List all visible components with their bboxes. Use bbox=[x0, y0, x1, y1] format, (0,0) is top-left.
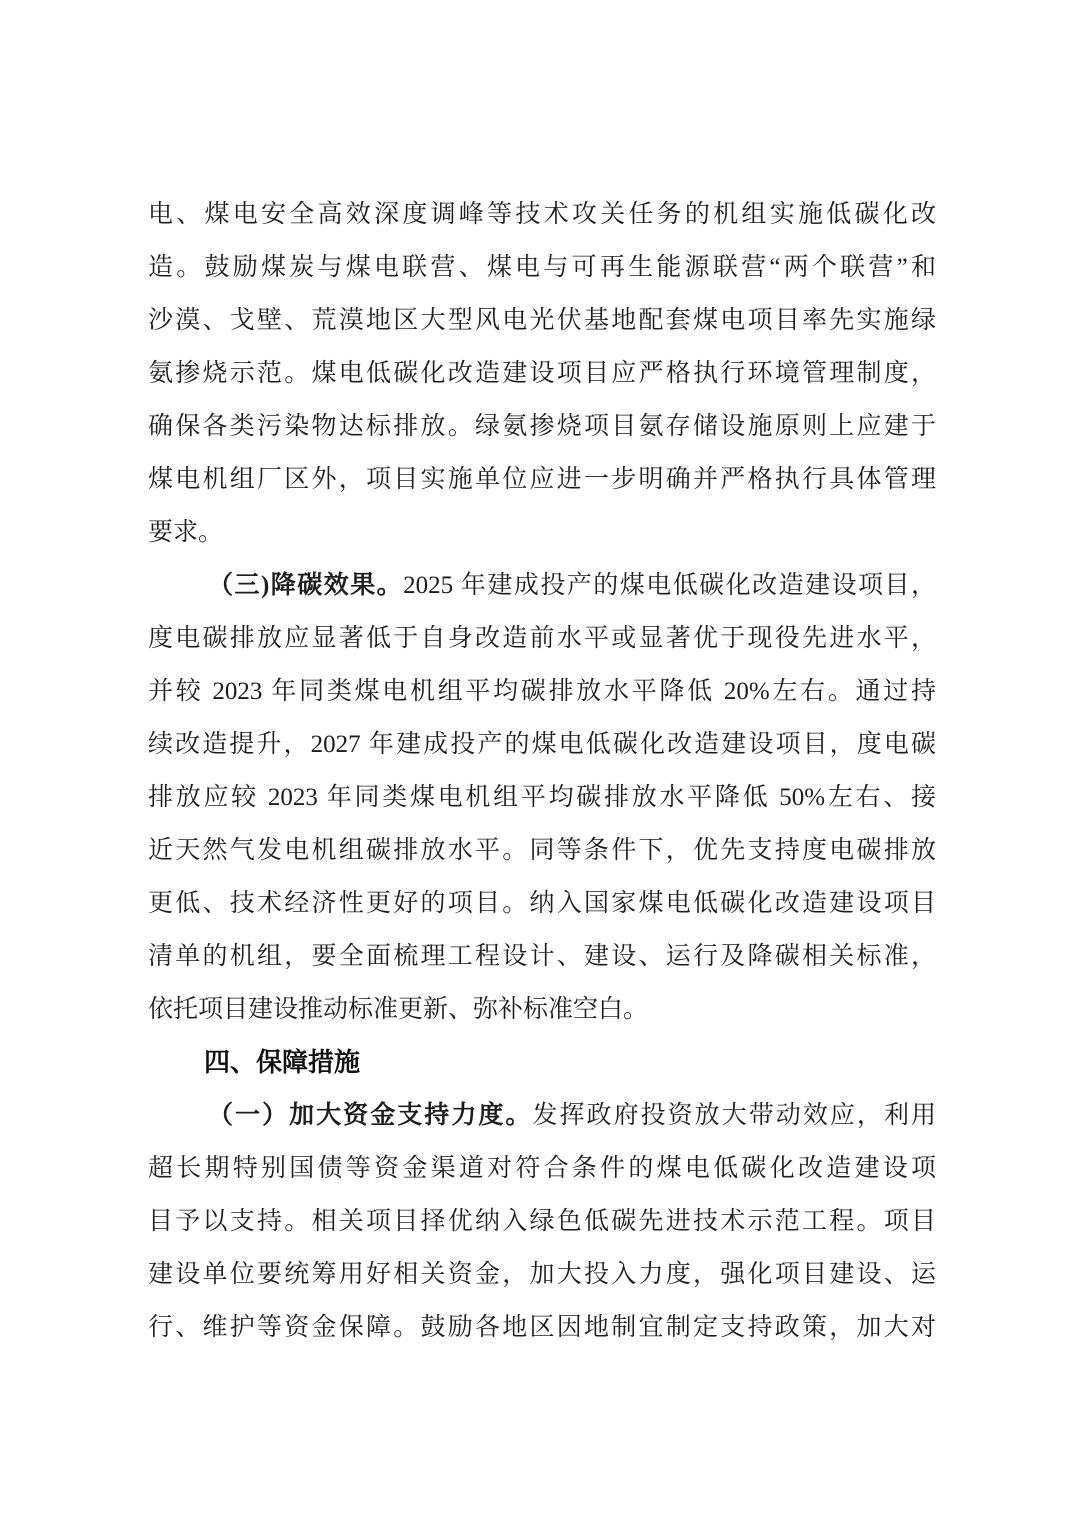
paragraph-lead: （三)降碳效果。 bbox=[208, 572, 404, 599]
text-line bbox=[148, 400, 936, 453]
text-line bbox=[148, 824, 936, 877]
line-text: 超长期特别国债等资金渠道对符合条件的煤电低碳化改造建设项 bbox=[148, 1155, 936, 1182]
line-text: 依托项目建设推动标准更新、弥补标准空白。 bbox=[148, 996, 649, 1023]
text-line bbox=[148, 771, 936, 824]
text-line bbox=[148, 506, 936, 559]
line-text: 发挥政府投资放大带动效应，利用 bbox=[532, 1102, 936, 1129]
line-text: 更低、技术经济性更好的项目。纳入国家煤电低碳化改造建设项目 bbox=[148, 890, 936, 917]
line-text: 度电碳排放应显著低于自身改造前水平或显著优于现役先进水平， bbox=[148, 625, 936, 652]
line-text: 并较 2023 年同类煤电机组平均碳排放水平降低 20%左右。通过持 bbox=[148, 678, 936, 705]
line-text: 煤电机组厂区外，项目实施单位应进一步明确并严格执行具体管理 bbox=[148, 466, 936, 493]
text-line bbox=[148, 559, 936, 612]
text-line bbox=[148, 347, 936, 400]
line-text: 2025 年建成投产的煤电低碳化改造建设项目， bbox=[403, 572, 936, 599]
text-line bbox=[148, 1301, 936, 1354]
section-heading bbox=[148, 1036, 936, 1089]
line-text: 确保各类污染物达标排放。绿氨掺烧项目氨存储设施原则上应建于 bbox=[148, 413, 936, 440]
text-line bbox=[148, 983, 936, 1036]
line-text: 近天然气发电机组碳排放水平。同等条件下，优先支持度电碳排放 bbox=[148, 837, 936, 864]
line-text: 氨掺烧示范。煤电低碳化改造建设项目应严格执行环境管理制度， bbox=[148, 360, 936, 387]
line-text: 要求。 bbox=[148, 519, 224, 546]
text-line bbox=[148, 665, 936, 718]
section-heading-text: 四、保障措施 bbox=[204, 1047, 361, 1077]
text-line bbox=[148, 1089, 936, 1142]
line-text: 续改造提升，2027 年建成投产的煤电低碳化改造建设项目，度电碳 bbox=[148, 731, 936, 758]
line-text: 造。鼓励煤炭与煤电联营、煤电与可再生能源联营“两个联营”和 bbox=[148, 254, 936, 281]
text-line bbox=[148, 453, 936, 506]
line-text: 电、煤电安全高效深度调峰等技术攻关任务的机组实施低碳化改 bbox=[148, 201, 936, 228]
text-line bbox=[148, 1195, 936, 1248]
text-line bbox=[148, 188, 936, 241]
line-text: 沙漠、戈壁、荒漠地区大型风电光伏基地配套煤电项目率先实施绿 bbox=[148, 307, 936, 334]
line-text: 排放应较 2023 年同类煤电机组平均碳排放水平降低 50%左右、接 bbox=[148, 784, 936, 811]
text-line bbox=[148, 930, 936, 983]
document-body bbox=[148, 188, 936, 1354]
paragraph-lead: （一）加大资金支持力度。 bbox=[208, 1102, 533, 1129]
text-line bbox=[148, 241, 936, 294]
text-line bbox=[148, 612, 936, 665]
text-line bbox=[148, 718, 936, 771]
line-text: 建设单位要统筹用好相关资金，加大投入力度，强化项目建设、运 bbox=[148, 1261, 936, 1288]
text-line bbox=[148, 1142, 936, 1195]
text-line bbox=[148, 294, 936, 347]
line-text: 行、维护等资金保障。鼓励各地区因地制宜制定支持政策，加大对 bbox=[148, 1314, 936, 1341]
line-text: 清单的机组，要全面梳理工程设计、建设、运行及降碳相关标准， bbox=[148, 943, 936, 970]
text-line bbox=[148, 877, 936, 930]
text-line bbox=[148, 1248, 936, 1301]
line-text: 目予以支持。相关项目择优纳入绿色低碳先进技术示范工程。项目 bbox=[148, 1208, 936, 1235]
